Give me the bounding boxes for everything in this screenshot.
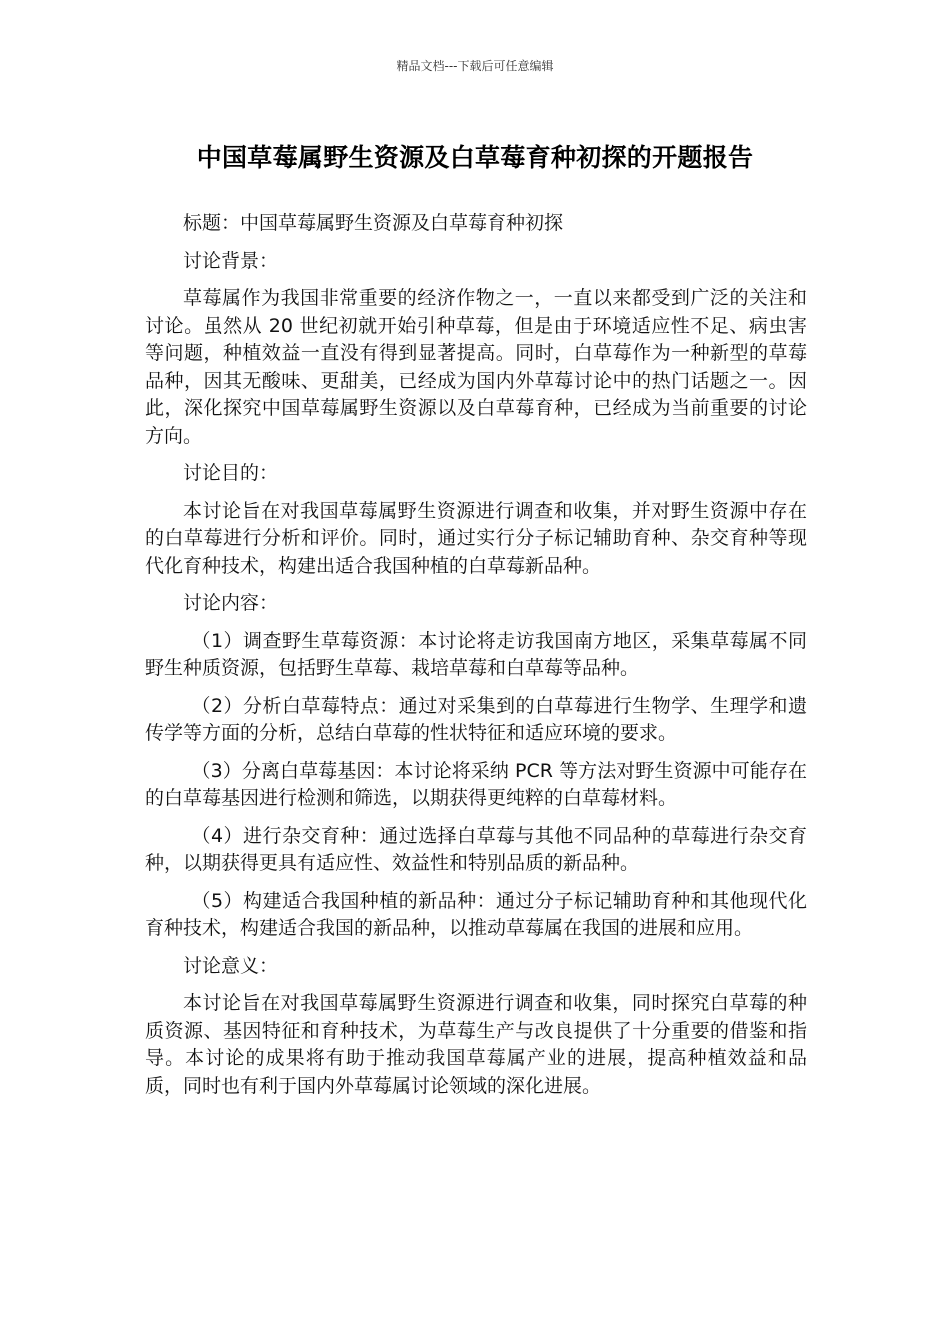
section-label-content: 讨论内容：: [183, 592, 279, 614]
content-item-5: （5）构建适合我国种植的新品种：通过分子标记辅助育种和其他现代化育种技术，构建适合我国的新品种，以推动草莓属在我国的进展和应用。: [145, 889, 807, 939]
content-item-4: （4）进行杂交育种：通过选择白草莓与其他不同品种的草莓进行杂交育种，以期获得更具有适应性、效益性和特别品质的新品种。: [145, 824, 807, 874]
content-item-1: （1）调查野生草莓资源：本讨论将走访我国南方地区，采集草莓属不同野生种质资源，包括野生草莓、栽培草莓和白草莓等品种。: [145, 629, 807, 679]
section-label-purpose: 讨论目的：: [183, 462, 279, 484]
page-header-note: 精品文档---下载后可任意编辑: [396, 59, 554, 73]
content-item-2: （2）分析白草莓特点：通过对采集到的白草莓进行生物学、生理学和遗传学等方面的分析，总结白草莓的性状特征和适应环境的要求。: [145, 694, 807, 744]
significance-paragraph: 本讨论旨在对我国草莓属野生资源进行调查和收集，同时探究白草莓的种质资源、基因特征和育种技术，为草莓生产与改良提供了十分重要的借鉴和指导。本讨论的成果将有助于推动我国草莓属产业的进展，提高种植效益和品质，同时也有利于国内外草莓属讨论领域的深化进展。: [145, 992, 807, 1097]
section-label-background: 讨论背景：: [183, 249, 279, 272]
document-body: [145, 210, 807, 1110]
content-item-3: （3）分离白草莓基因：本讨论将采纳 PCR 等方法对野生资源中可能存在的白草莓基因进行检测和筛选，以期获得更纯粹的白草莓材料。: [145, 759, 807, 809]
background-paragraph: 草莓属作为我国非常重要的经济作物之一，一直以来都受到广泛的关注和讨论。虽然从 20 世纪初就开始引种草莓，但是由于环境适应性不足、病虫害等问题，种植效益一直没有得到显著提高。同时，白草莓作为一种新型的草莓品种，因其无酸味、更甜美，已经成为国内外草莓讨论中的热门话题之一。因此，深化探究中国草莓属野生资源以及白草莓育种，已经成为当前重要的讨论方向。: [145, 287, 807, 447]
section-label-significance: 讨论意义：: [183, 954, 279, 977]
title-line: 标题：中国草莓属野生资源及白草莓育种初探: [183, 212, 564, 234]
document-title: 中国草莓属野生资源及白草莓育种初探的开题报告: [196, 143, 754, 172]
purpose-paragraph: 本讨论旨在对我国草莓属野生资源进行调查和收集，并对野生资源中存在的白草莓进行分析和评价。同时，通过实行分子标记辅助育种、杂交育种等现代化育种技术，构建出适合我国种植的白草莓新品种。: [145, 499, 807, 577]
